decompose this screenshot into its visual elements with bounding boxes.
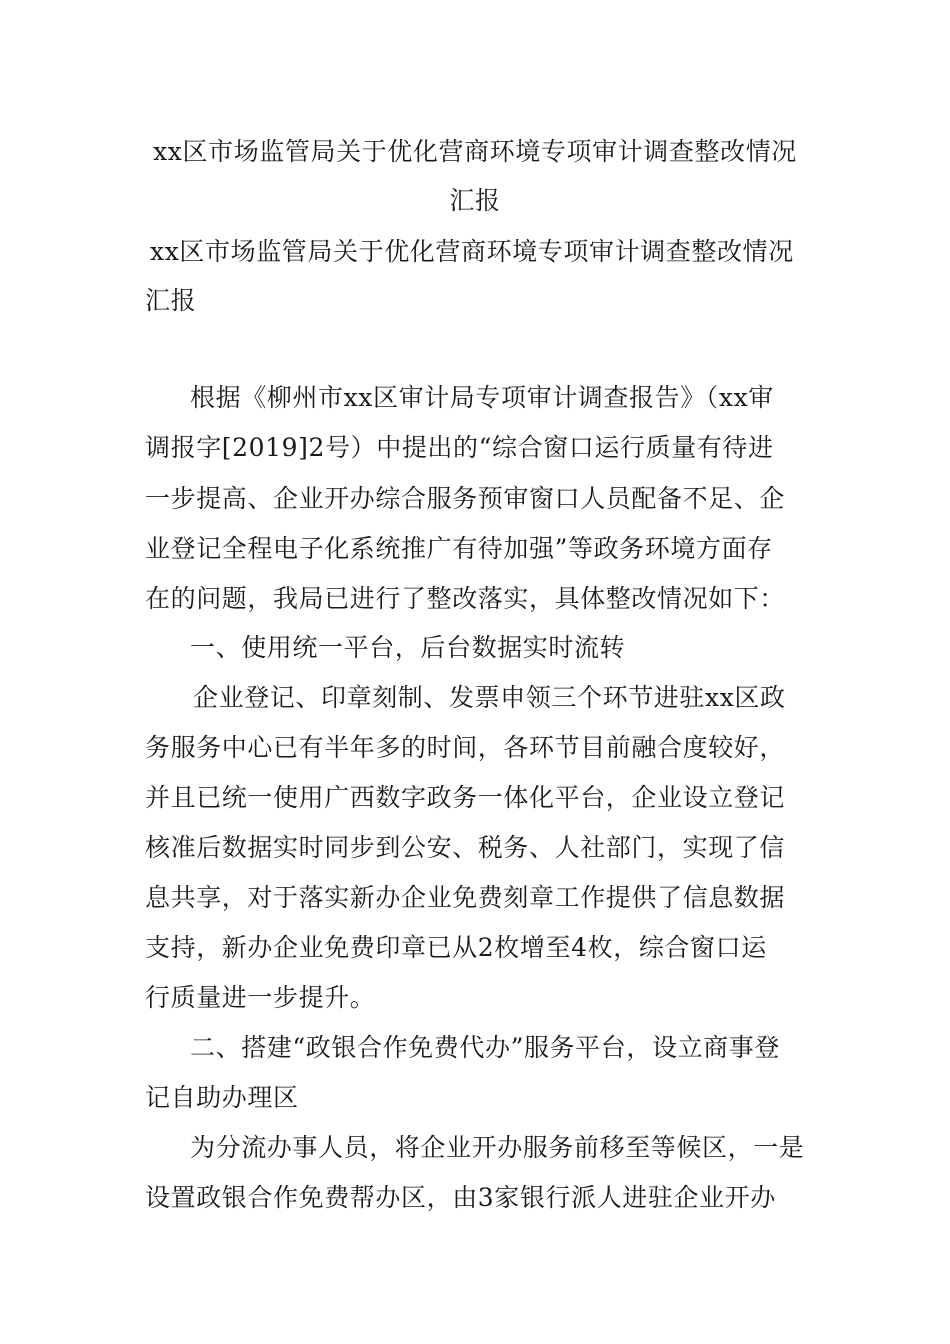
section-heading-2-continued: 记自助办理区	[145, 1083, 299, 1112]
paragraph-line: 一步提高、企业开办综合服务预审窗口人员配备不足、企	[145, 484, 786, 513]
paragraph-line: 在的问题，我局已进行了整改落实，具体整改情况如下：	[145, 584, 786, 613]
document-subtitle-line-2: 汇报	[145, 286, 197, 315]
paragraph-line: 调报字[2019]2号）中提出的“综合窗口运行质量有待进	[145, 433, 774, 462]
document-title-line-1: xx区市场监管局关于优化营商环境专项审计调查整改情况	[153, 137, 797, 166]
paragraph-line: 为分流办事人员，将企业开办服务前移至等候区，一是	[190, 1133, 805, 1162]
paragraph-line: 根据《柳州市xx区审计局专项审计调查报告》（xx审	[190, 383, 774, 412]
paragraph-line: 务服务中心已有半年多的时间，各环节目前融合度较好，	[145, 733, 786, 762]
section-heading-2: 二、搭建“政银合作免费代办”服务平台，设立商事登	[190, 1033, 780, 1062]
paragraph-line: 设置政银合作免费帮办区，由3家银行派人进驻企业开办	[145, 1183, 776, 1212]
paragraph-line: 行质量进一步提升。	[145, 983, 376, 1012]
paragraph-line: 企业登记、印章刻制、发票申领三个环节进驻xx区政	[193, 683, 786, 712]
paragraph-line: 息共享，对于落实新办企业免费刻章工作提供了信息数据	[145, 883, 786, 912]
section-heading-1: 一、使用统一平台，后台数据实时流转	[190, 633, 626, 662]
paragraph-line: 并且已统一使用广西数字政务一体化平台，企业设立登记	[145, 783, 786, 812]
document-subtitle-line-1: xx区市场监管局关于优化营商环境专项审计调查整改情况	[150, 237, 794, 266]
paragraph-line: 支持，新办企业免费印章已从2枚增至4枚，综合窗口运	[145, 933, 767, 962]
document-title-line-2: 汇报	[449, 186, 501, 215]
paragraph-line: 核准后数据实时同步到公安、税务、人社部门，实现了信	[145, 833, 786, 862]
paragraph-line: 业登记全程电子化系统推广有待加强”等政务环境方面存	[145, 534, 773, 563]
